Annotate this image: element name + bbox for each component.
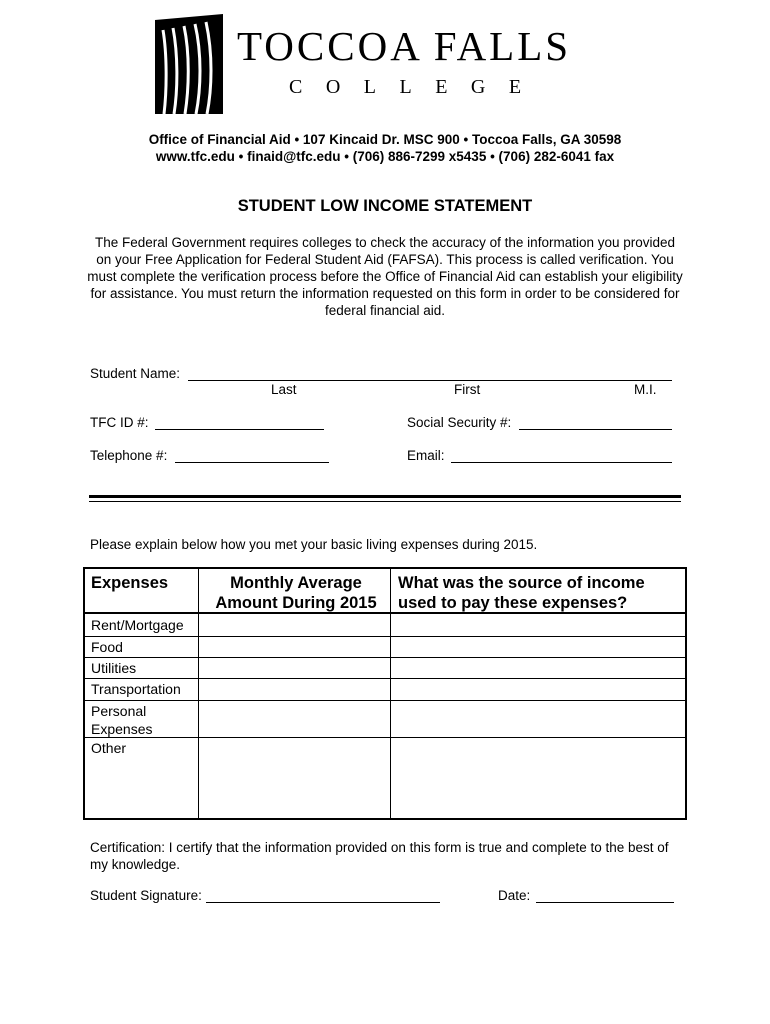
date-label: Date:: [498, 888, 531, 903]
middle-initial-caption: M.I.: [634, 382, 657, 397]
telephone-label: Telephone #:: [90, 448, 168, 463]
student-name-label: Student Name:: [90, 366, 181, 381]
section-divider-thick: [89, 495, 681, 498]
form-title: STUDENT LOW INCOME STATEMENT: [237, 197, 533, 215]
table-row-transportation: Transportation: [91, 681, 181, 697]
college-logo-mark: [155, 14, 223, 114]
telephone-field[interactable]: [175, 448, 329, 463]
table-row-divider: [85, 657, 685, 658]
logo-college-name: TOCCOA FALLS: [237, 23, 572, 69]
date-field[interactable]: [536, 888, 674, 903]
table-row-divider: [85, 700, 685, 701]
tfc-id-label: TFC ID #:: [90, 415, 149, 430]
intro-paragraph: The Federal Government requires colleges to check the accuracy of the information you provided on your Free Application for Federal Student Aid (FAFSA). This process is called verification. You must complete the verification process before the Office of Financial Aid can establish your eligibility for assistance. You must return the information requested on this form in order to be considered for federal financial aid.: [87, 235, 683, 318]
expenses-table: [83, 567, 687, 820]
header-expenses: Expenses: [91, 574, 169, 592]
header-monthly-average: Monthly Average Amount During 2015: [215, 574, 377, 612]
table-row-utilities: Utilities: [91, 660, 137, 676]
ssn-field[interactable]: [519, 415, 672, 430]
table-row-personal-expenses: Personal Expenses: [91, 703, 153, 737]
header-income-source: What was the source of income used to pay these expenses?: [398, 574, 645, 612]
signature-field[interactable]: [206, 888, 440, 903]
email-label: Email:: [407, 448, 445, 463]
logo-college-subtitle: COLLEGE: [289, 76, 545, 98]
student-name-field[interactable]: [188, 366, 672, 381]
last-name-caption: Last: [271, 382, 297, 397]
email-field[interactable]: [451, 448, 672, 463]
table-col-divider: [198, 569, 199, 818]
table-row-other: Other: [91, 740, 127, 756]
ssn-label: Social Security #:: [407, 415, 512, 430]
first-name-caption: First: [454, 382, 481, 397]
table-row-divider: [85, 678, 685, 679]
table-col-divider: [390, 569, 391, 818]
section-divider-thin: [89, 501, 681, 502]
table-row-divider: [85, 636, 685, 637]
explain-prompt: Please explain below how you met your basic living expenses during 2015.: [90, 537, 538, 552]
contact-address: Office of Financial Aid • 107 Kincaid Dr. MSC 900 • Toccoa Falls, GA 30598: [148, 132, 622, 147]
contact-web-phone: www.tfc.edu • finaid@tfc.edu • (706) 886-7299 x5435 • (706) 282-6041 fax: [155, 149, 615, 164]
tfc-id-field[interactable]: [155, 415, 324, 430]
table-row-food: Food: [91, 639, 123, 655]
signature-label: Student Signature:: [90, 888, 202, 903]
certification-text: Certification: I certify that the information provided on this form is true and complete to the best of my knowledge.: [90, 840, 669, 872]
table-row-rent-mortgage: Rent/Mortgage: [91, 617, 184, 633]
